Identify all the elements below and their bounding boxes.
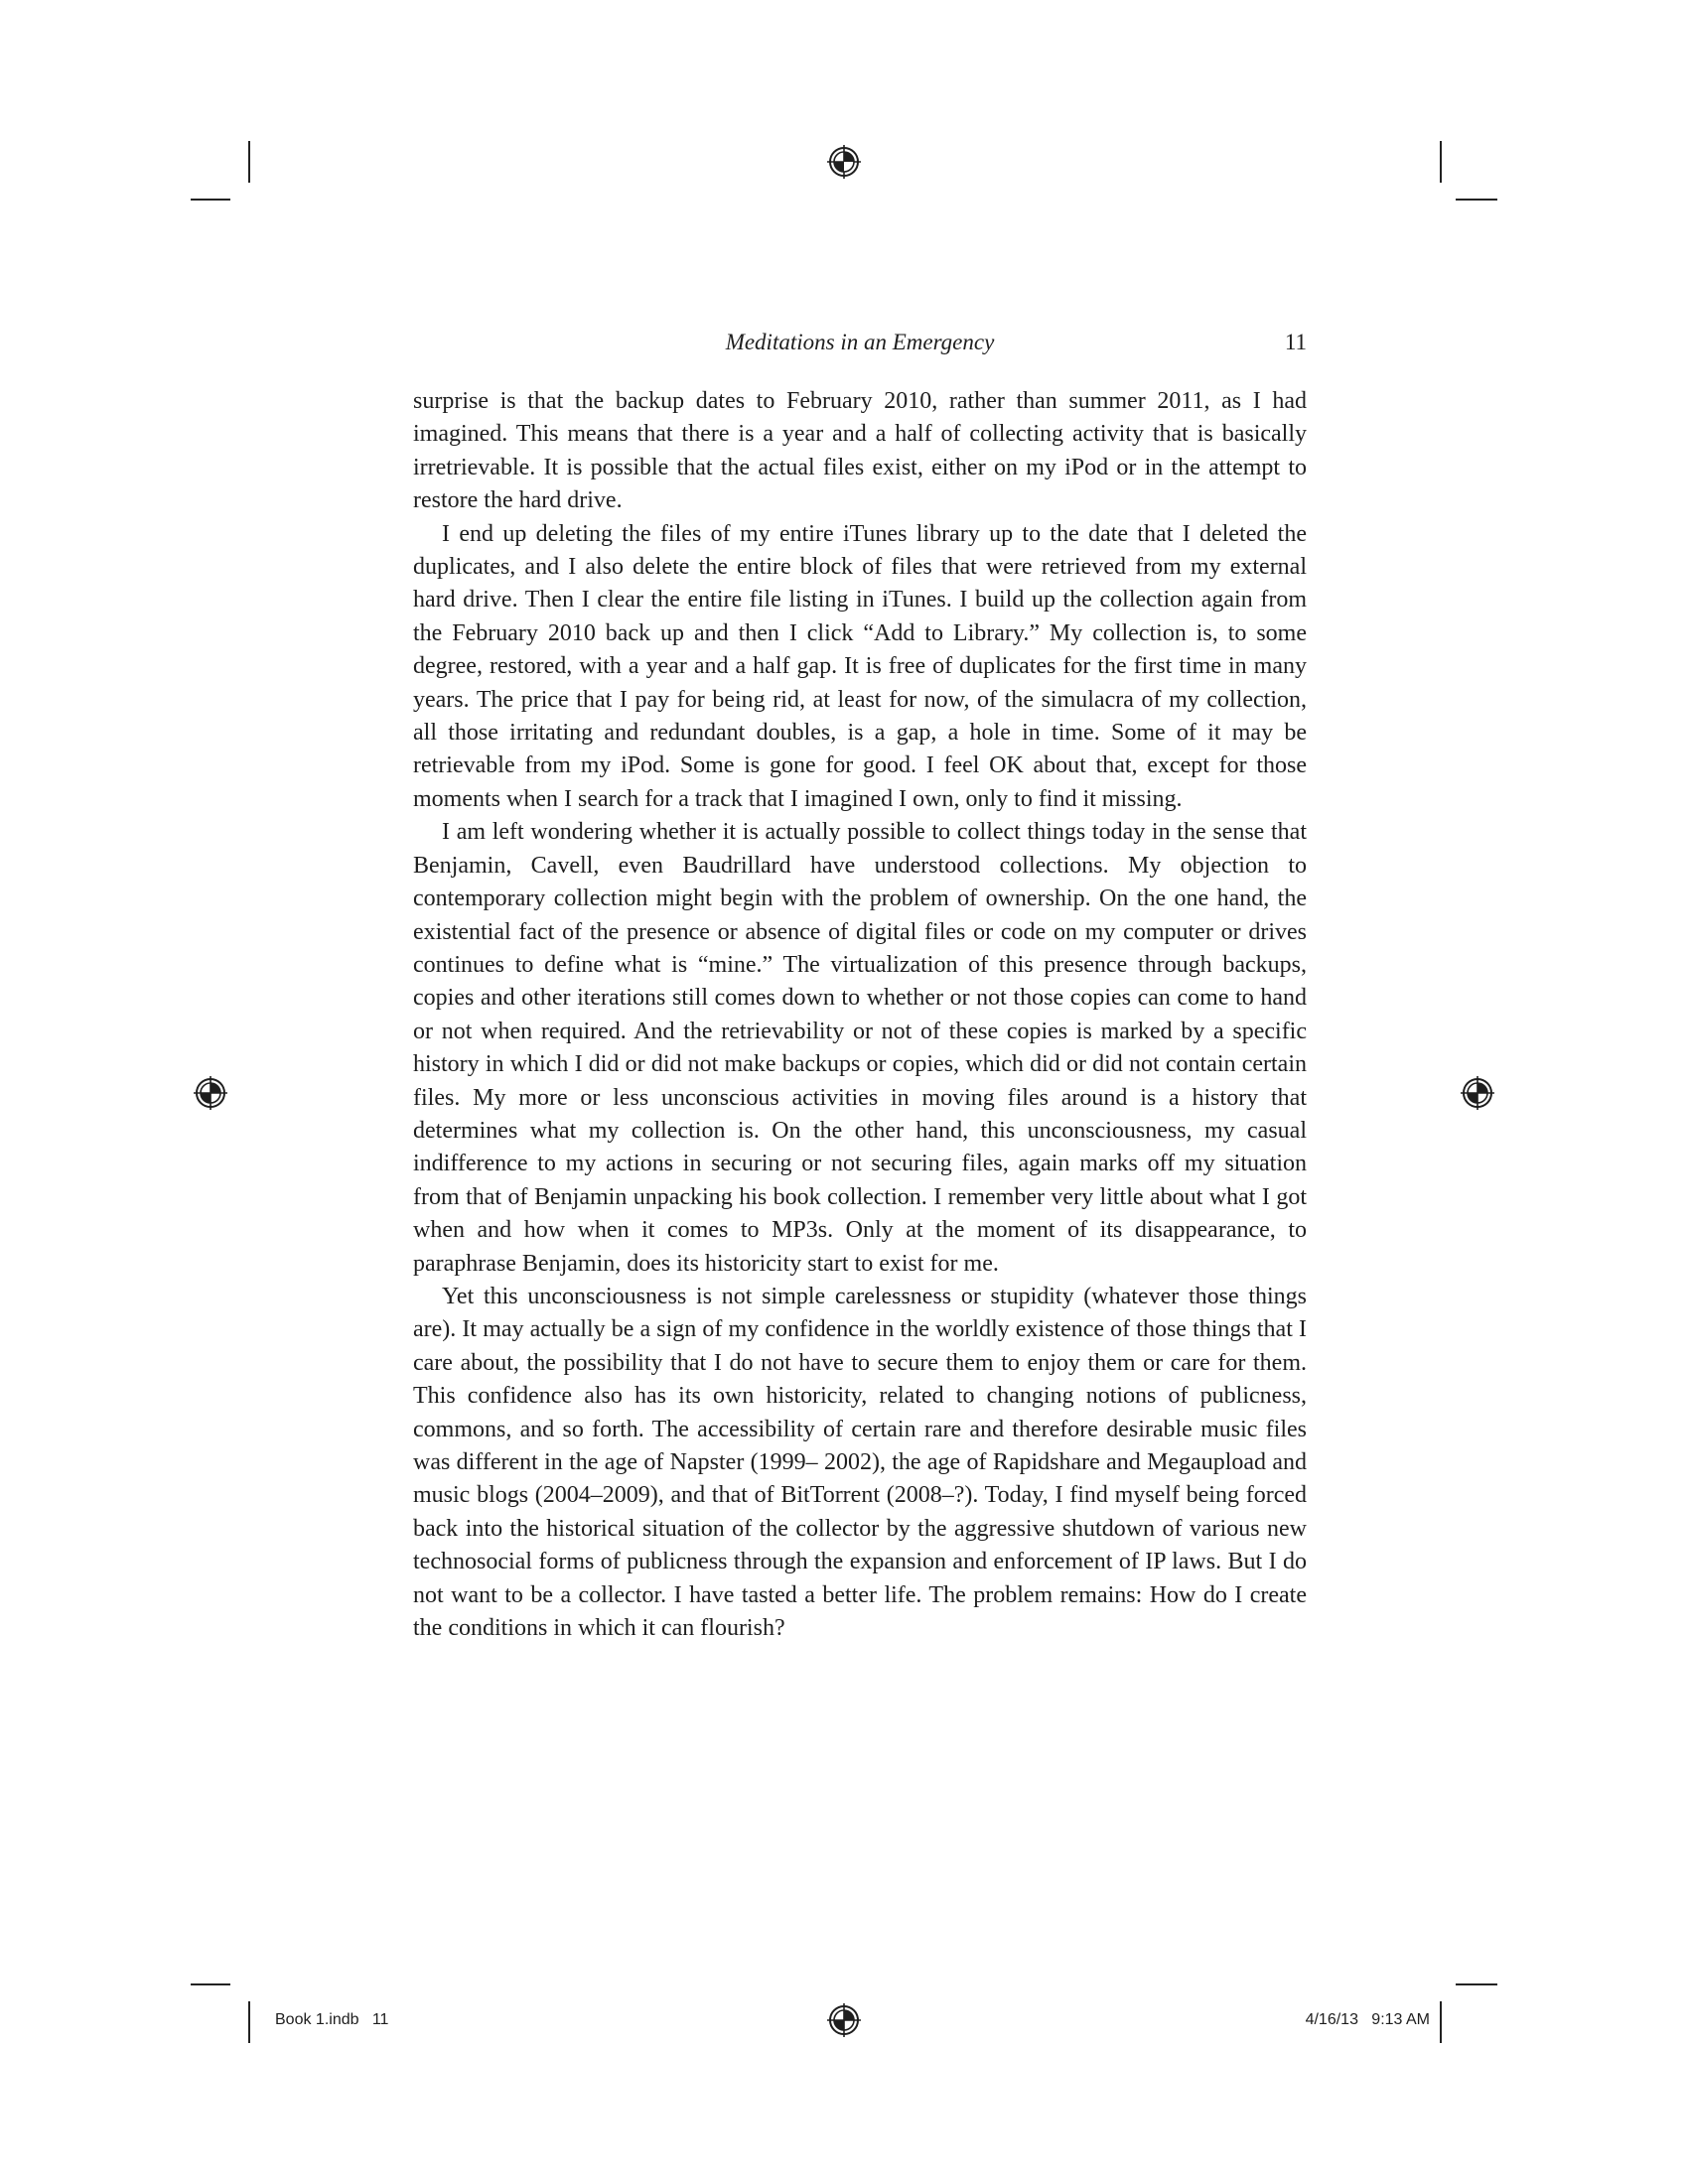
crop-mark-top-left-h xyxy=(191,199,230,201)
registration-target-icon xyxy=(827,2003,861,2037)
running-head-title: Meditations in an Emergency xyxy=(725,330,995,354)
crop-mark-bottom-left-v xyxy=(248,2001,250,2043)
running-head xyxy=(413,326,1307,359)
registration-target-icon xyxy=(194,1076,227,1110)
registration-target-icon xyxy=(827,145,861,179)
paragraph-2: I end up deleting the files of my entire iTunes library up to the date that I deleted the duplicates, and I also delete the entire block of files that were retrieved from my external hard drive. Then I clear the entire file listing in iTunes. I build up the collection again from the February 2010 back up and then I click “Add to Library.” My collection is, to some degree, restored, with a year and a half gap. It is free of duplicates for the first time in many years. The price that I pay for being rid, at least for now, of the simulacra of my collection, all those irritating and redundant doubles, is a gap, a hole in time. Some of it may be retrievable from my iPod. Some is gone for good. I feel OK about that, except for those moments when I search for a track that I imagined I own, only to find it missing. xyxy=(413,520,1307,812)
page-number: 11 xyxy=(1284,330,1307,354)
crop-mark-top-left-v xyxy=(248,141,250,183)
paragraph-4: Yet this unconsciousness is not simple carelessness or stupidity (whatever those things are). It may actually be a sign of my confidence in the worldly existence of those things that I care about, the possibility that I do not have to secure them to enjoy them or care for them. This confidence also has its own historicity, related to changing notions of publicness, commons, and so forth. The accessibility of certain rare and therefore desirable music files was different in the age of Napster (1999– 2002), the age of Rapidshare and Megaupload and music blogs (2004–2009), and that of BitTorrent (2008–?). Today, I find myself being forced back into the historical situation of the collector by the aggressive shutdown of various new technosocial forms of publicness through the expansion and enforcement of IP laws. But I do not want to be a collector. I have tasted a better life. The problem remains: How do I create the conditions in which it can flourish? xyxy=(413,1283,1307,1642)
paragraph-1: surprise is that the backup dates to February 2010, rather than summer 2011, as I had imagined. This means that there is a year and a half of collecting activity that is basically irretrievable. It is possible that the actual files exist, either on my iPod or in the attempt to restore the hard drive. xyxy=(413,388,1307,514)
crop-mark-top-right-h xyxy=(1456,199,1497,201)
crop-mark-bottom-right-v xyxy=(1440,2001,1442,2043)
slug-timestamp: 4/16/13 9:13 AM xyxy=(1305,2011,1430,2028)
body-text xyxy=(413,385,1307,1645)
registration-target-icon xyxy=(1461,1076,1494,1110)
crop-mark-bottom-right-h xyxy=(1456,1983,1497,1985)
crop-mark-bottom-left-h xyxy=(191,1983,230,1985)
paragraph-3: I am left wondering whether it is actually possible to collect things today in the sense that Benjamin, Cavell, even Baudrillard have understood collections. My objection to contemporary collection might begin with the problem of ownership. On the one hand, the existential fact of the presence or absence of digital files or code on my computer or drives continues to define what is “mine.” The virtualization of this presence through backups, copies and other iterations still comes down to whether or not those copies can come to hand or not when required. And the retrievability or not of these copies is marked by a specific history in which I did or did not make backups or copies, which did or did not contain certain files. My more or less unconscious activities in moving files around is a history that determines what my collection is. On the other hand, this unconsciousness, my casual indifference to my actions in securing or not securing files, again marks off my situation from that of Benjamin unpacking his book collection. I remember very little about what I got when and how when it comes to MP3s. Only at the moment of its disappearance, to paraphrase Benjamin, does its historicity start to exist for me. xyxy=(413,819,1307,1277)
slug-file-info: Book 1.indb 11 xyxy=(275,2011,389,2028)
crop-mark-top-right-v xyxy=(1440,141,1442,183)
